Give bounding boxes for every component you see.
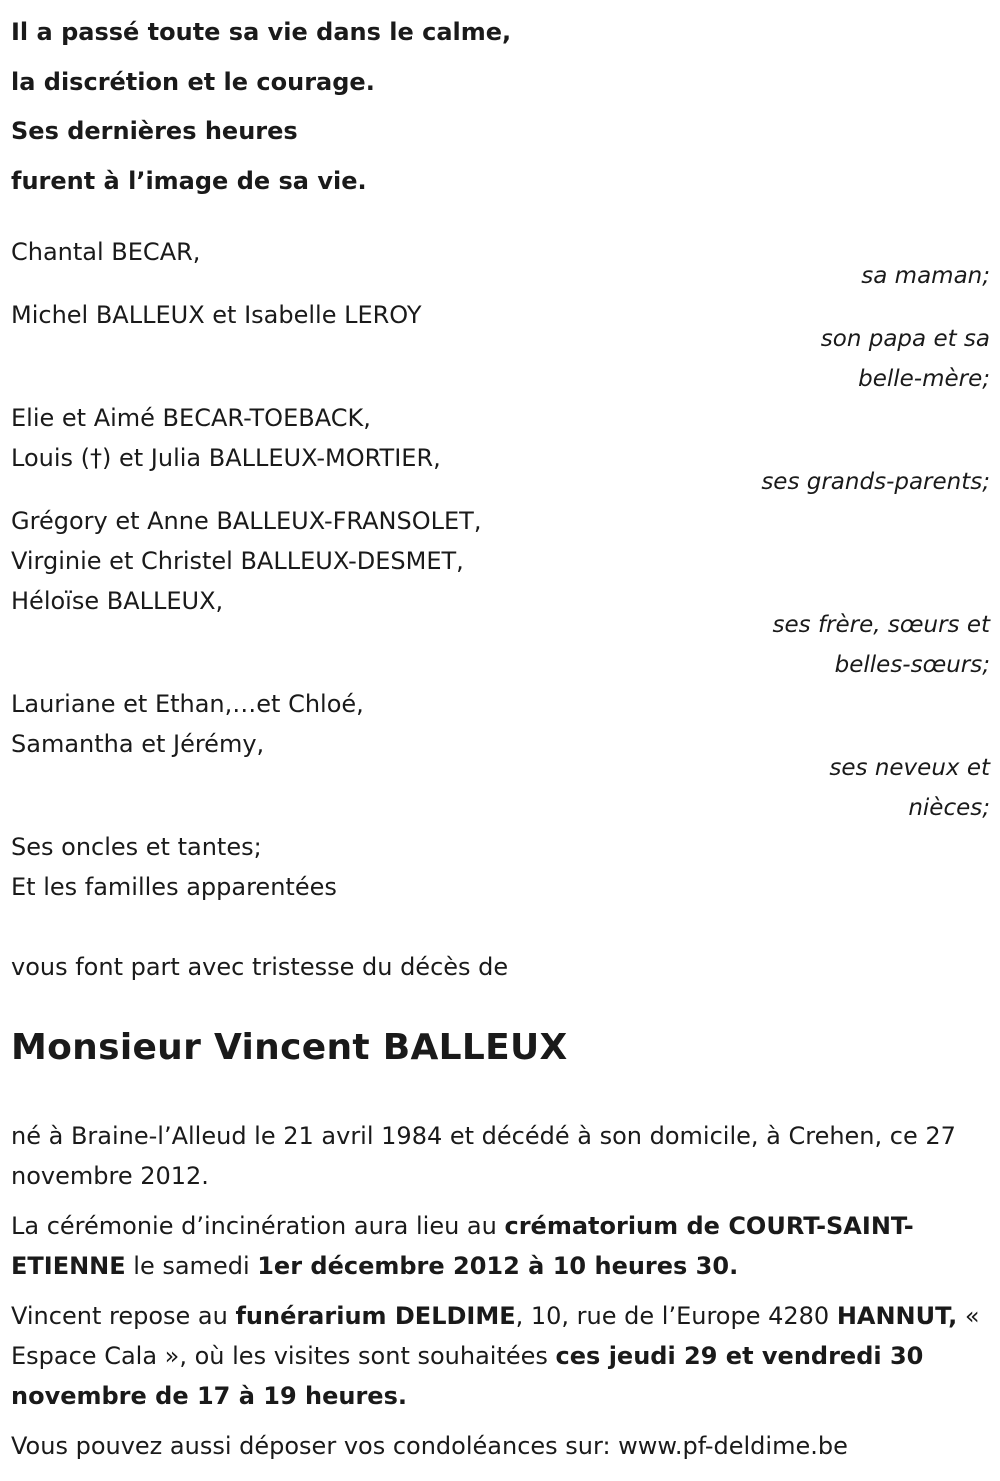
nephews-role: ses neveux et: [829, 755, 990, 781]
epitaph: [11, 8, 511, 206]
funeral-home-address: , 10, rue de l’Europe 4280: [515, 1302, 837, 1330]
deceased-name: Monsieur Vincent BALLEUX: [11, 1027, 568, 1068]
condolences-line: Vous pouvez aussi déposer vos condoléances sur: www.pf-deldime.be: [11, 1432, 848, 1460]
nephews-name: Lauriane et Ethan,…et Chloé,: [11, 690, 364, 718]
ceremony-place: crématorium de COURT-SAINT-ETIENNE: [11, 1212, 914, 1280]
visitation-times: ces jeudi 29 et vendredi 30 novembre de 17 à 19 heures.: [11, 1342, 924, 1410]
siblings-name: Héloïse BALLEUX,: [11, 587, 224, 615]
mother-role: sa maman;: [861, 263, 990, 289]
nephews-role: nièces;: [908, 795, 990, 821]
epitaph-line: Ses dernières heures: [11, 117, 298, 145]
announcement-text: vous font part avec tristesse du décès de: [11, 953, 509, 981]
father-role: belle-mère;: [858, 366, 990, 392]
siblings-role: belles-sœurs;: [834, 652, 990, 678]
funeral-home-room: « Espace Cala », où les visites sont souhaitées: [11, 1302, 980, 1370]
father-name: Michel BALLEUX et Isabelle LEROY: [11, 301, 422, 329]
visitation-text: Vincent repose au: [11, 1302, 236, 1330]
epitaph-line: furent à l’image de sa vie.: [11, 166, 367, 195]
father-role: son papa et sa: [820, 326, 990, 352]
epitaph-line: la discrétion et le courage.: [11, 67, 375, 96]
epitaph-line: Il a passé toute sa vie dans le calme,: [11, 18, 512, 46]
visitation-paragraph: [11, 1296, 990, 1416]
ceremony-paragraph: [11, 1206, 990, 1286]
siblings-role: ses frère, sœurs et: [772, 612, 990, 638]
birth-death-paragraph: né à Braine-l’Alleud le 21 avril 1984 et décédé à son domicile, à Crehen, ce 27 novembre 2012.: [11, 1122, 956, 1190]
uncles-aunts: Ses oncles et tantes;: [11, 833, 262, 861]
ceremony-text: La cérémonie d’incinération aura lieu au: [11, 1212, 505, 1240]
ceremony-text: le samedi: [125, 1252, 258, 1280]
siblings-name: Virginie et Christel BALLEUX-DESMET,: [11, 547, 464, 575]
grandparents-name: Elie et Aimé BECAR-TOEBACK,: [11, 404, 371, 432]
grandparents-name: Louis (†) et Julia BALLEUX-MORTIER,: [11, 444, 441, 472]
grandparents-role: ses grands-parents;: [761, 469, 990, 495]
funeral-home: funérarium DELDIME: [235, 1302, 516, 1330]
nephews-name: Samantha et Jérémy,: [11, 730, 265, 758]
siblings-name: Grégory et Anne BALLEUX-FRANSOLET,: [11, 507, 482, 535]
ceremony-date: 1er décembre 2012 à 10 heures 30.: [257, 1252, 739, 1280]
funeral-home-city: HANNUT,: [836, 1302, 958, 1330]
related-families: Et les familles apparentées: [11, 873, 337, 901]
mother-name: Chantal BECAR,: [11, 238, 201, 266]
